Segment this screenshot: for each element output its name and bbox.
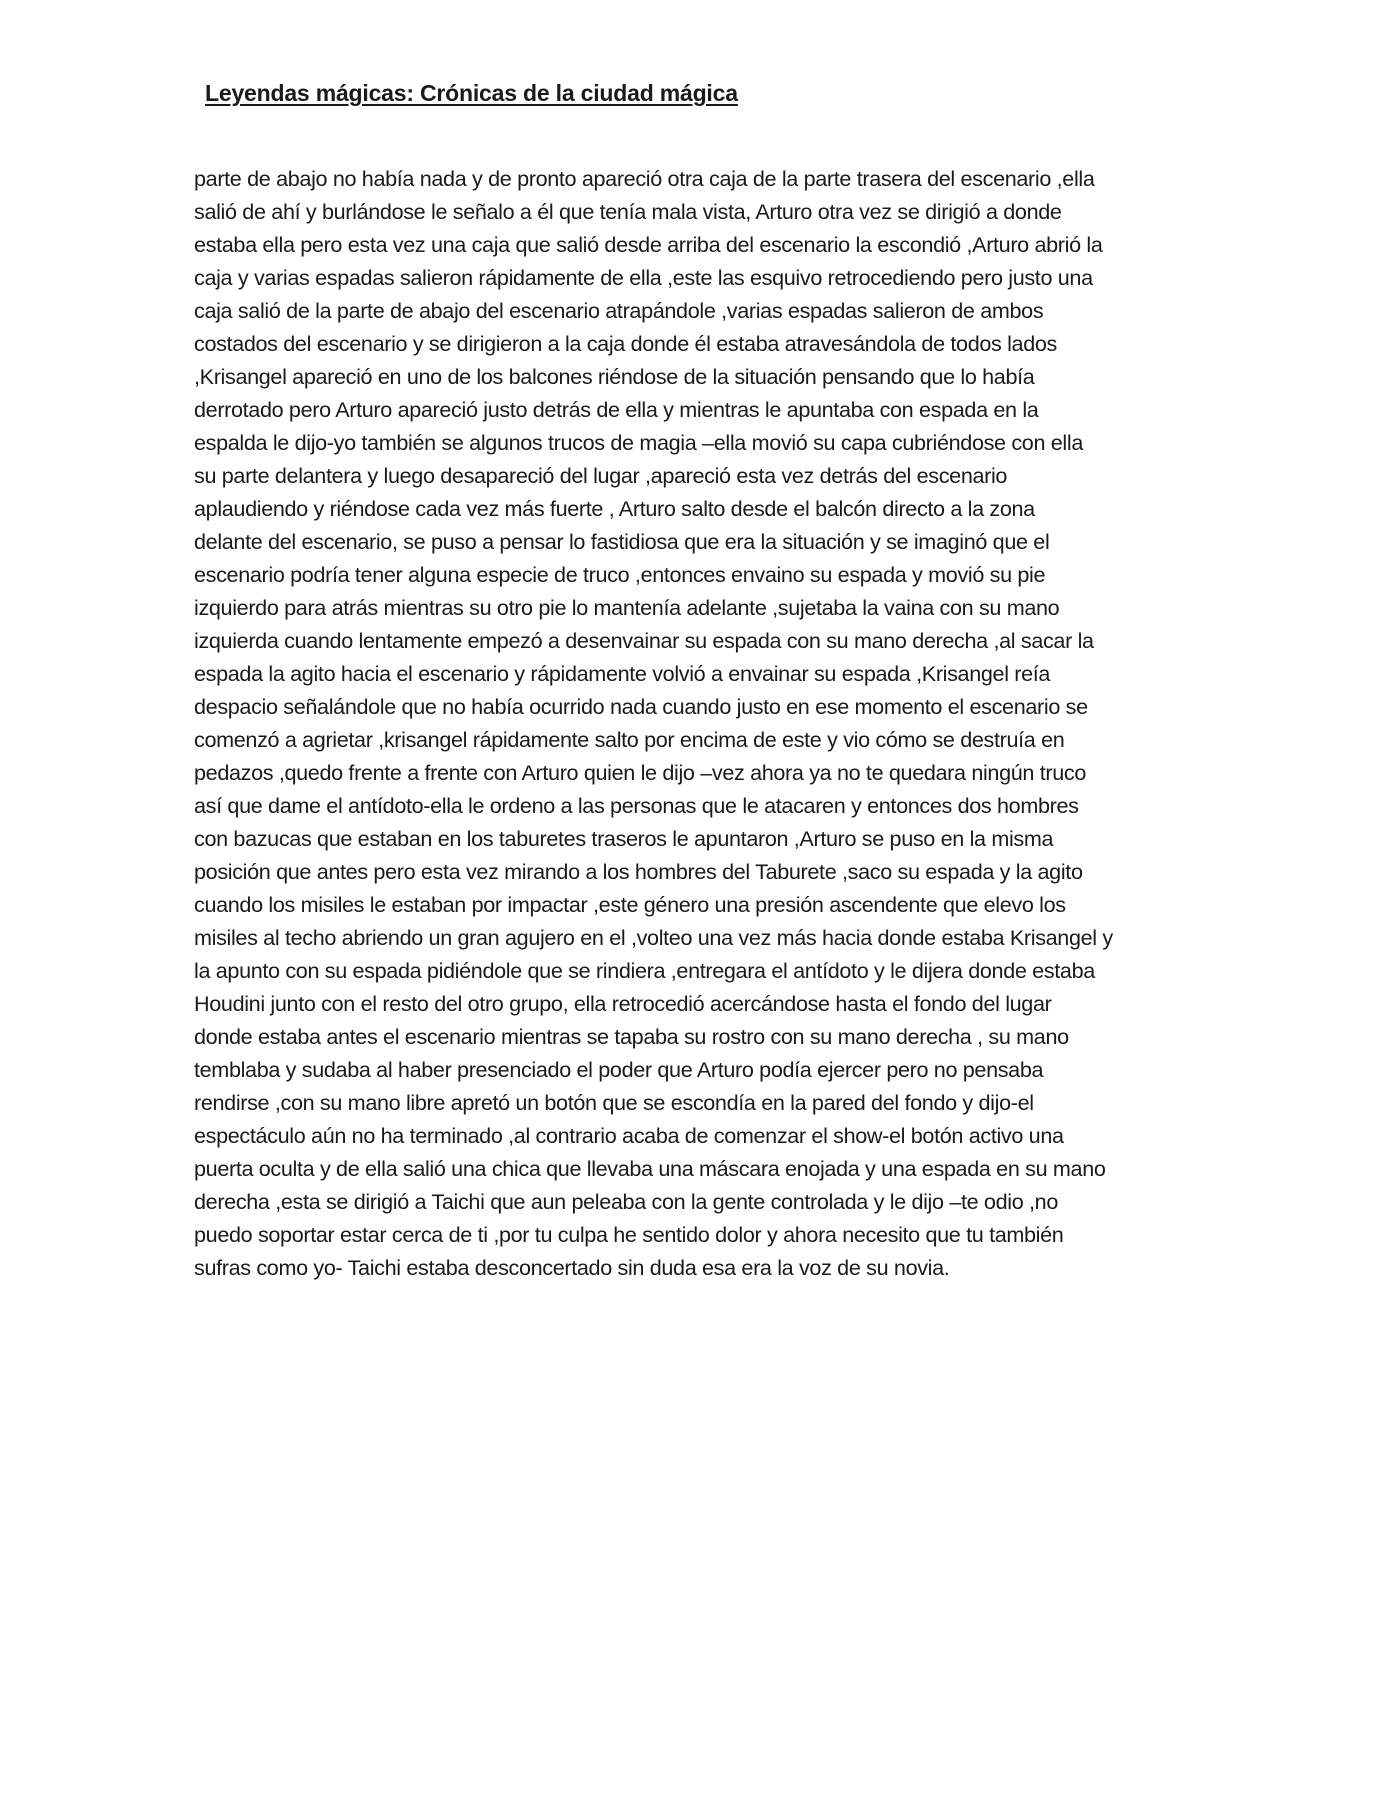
text-line: la apunto con su espada pidiéndole que se rindiera ,entregara el antídoto y le dijera donde estaba bbox=[194, 958, 1095, 983]
document-title: Leyendas mágicas: Crónicas de la ciudad mágica bbox=[205, 80, 738, 106]
text-line: misiles al techo abriendo un gran agujero en el ,volteo una vez más hacia donde estaba Krisangel y bbox=[194, 925, 1113, 950]
text-line: parte de abajo no había nada y de pronto apareció otra caja de la parte trasera del escenario ,ella bbox=[194, 166, 1095, 191]
text-line: escenario podría tener alguna especie de truco ,entonces envaino su espada y movió su pie bbox=[194, 562, 1046, 587]
text-line: aplaudiendo y riéndose cada vez más fuerte , Arturo salto desde el balcón directo a la zona bbox=[194, 496, 1035, 521]
text-line: su parte delantera y luego desapareció del lugar ,apareció esta vez detrás del escenario bbox=[194, 463, 1008, 488]
text-line: salió de ahí y burlándose le señalo a él que tenía mala vista, Arturo otra vez se dirigió a donde bbox=[194, 199, 1062, 224]
text-line: ,Krisangel apareció en uno de los balcones riéndose de la situación pensando que lo había bbox=[194, 364, 1035, 389]
text-line: caja y varias espadas salieron rápidamente de ella ,este las esquivo retrocediendo pero justo una bbox=[194, 265, 1093, 290]
text-line: puerta oculta y de ella salió una chica que llevaba una máscara enojada y una espada en su mano bbox=[194, 1156, 1106, 1181]
text-line: espectáculo aún no ha terminado ,al contrario acaba de comenzar el show-el botón activo una bbox=[194, 1123, 1064, 1148]
text-line: caja salió de la parte de abajo del escenario atrapándole ,varias espadas salieron de ambos bbox=[194, 298, 1044, 323]
text-line: con bazucas que estaban en los taburetes traseros le apuntaron ,Arturo se puso en la misma bbox=[194, 826, 1054, 851]
text-line: comenzó a agrietar ,krisangel rápidamente salto por encima de este y vio cómo se destruía en bbox=[194, 727, 1065, 752]
text-line: izquierdo para atrás mientras su otro pie lo mantenía adelante ,sujetaba la vaina con su mano bbox=[194, 595, 1060, 620]
text-line: izquierda cuando lentamente empezó a desenvainar su espada con su mano derecha ,al sacar la bbox=[194, 628, 1094, 653]
text-line: temblaba y sudaba al haber presenciado el poder que Arturo podía ejercer pero no pensaba bbox=[194, 1057, 1044, 1082]
text-line: costados del escenario y se dirigieron a la caja donde él estaba atravesándola de todos lados bbox=[194, 331, 1057, 356]
text-line: donde estaba antes el escenario mientras se tapaba su rostro con su mano derecha , su mano bbox=[194, 1024, 1069, 1049]
text-line: estaba ella pero esta vez una caja que salió desde arriba del escenario la escondió ,Arturo abrió la bbox=[194, 232, 1103, 257]
text-line: sufras como yo- Taichi estaba desconcertado sin duda esa era la voz de su novia. bbox=[194, 1255, 950, 1280]
text-line: cuando los misiles le estaban por impactar ,este género una presión ascendente que elevo los bbox=[194, 892, 1066, 917]
text-line: espada la agito hacia el escenario y rápidamente volvió a envainar su espada ,Krisangel reía bbox=[194, 661, 1051, 686]
text-line: espalda le dijo-yo también se algunos trucos de magia –ella movió su capa cubriéndose con ella bbox=[194, 430, 1083, 455]
text-line: posición que antes pero esta vez mirando a los hombres del Taburete ,saco su espada y la agito bbox=[194, 859, 1083, 884]
text-line: Houdini junto con el resto del otro grupo, ella retrocedió acercándose hasta el fondo del lugar bbox=[194, 991, 1052, 1016]
text-line: derecha ,esta se dirigió a Taichi que aun peleaba con la gente controlada y le dijo –te odio ,no bbox=[194, 1189, 1058, 1214]
text-line: despacio señalándole que no había ocurrido nada cuando justo en ese momento el escenario se bbox=[194, 694, 1088, 719]
text-line: rendirse ,con su mano libre apretó un botón que se escondía en la pared del fondo y dijo-el bbox=[194, 1090, 1034, 1115]
text-line: puedo soportar estar cerca de ti ,por tu culpa he sentido dolor y ahora necesito que tu también bbox=[194, 1222, 1064, 1247]
text-line: pedazos ,quedo frente a frente con Arturo quien le dijo –vez ahora ya no te quedara ningún truco bbox=[194, 760, 1086, 785]
text-line: derrotado pero Arturo apareció justo detrás de ella y mientras le apuntaba con espada en la bbox=[194, 397, 1039, 422]
body-text bbox=[194, 162, 1234, 1284]
text-line: así que dame el antídoto-ella le ordeno a las personas que le atacaren y entonces dos hombres bbox=[194, 793, 1079, 818]
text-line: delante del escenario, se puso a pensar lo fastidiosa que era la situación y se imaginó que el bbox=[194, 529, 1050, 554]
